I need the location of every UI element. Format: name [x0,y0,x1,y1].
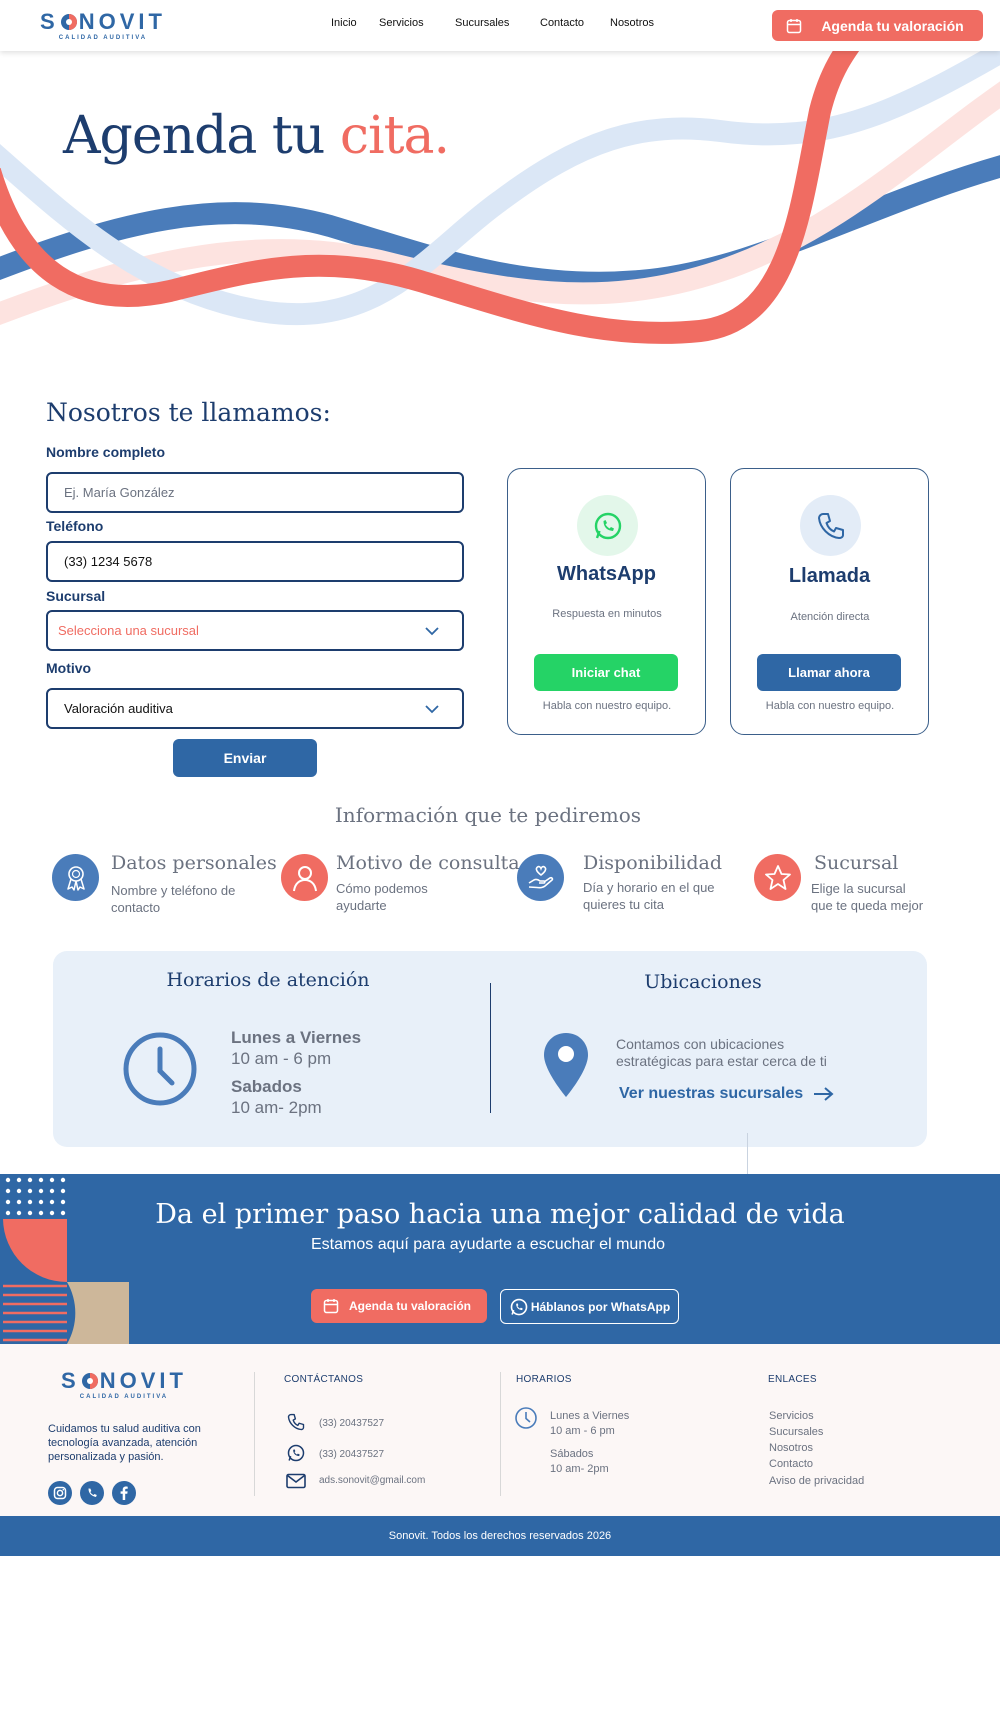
branch-select[interactable] [46,610,464,651]
facebook-icon[interactable] [112,1481,136,1505]
call-title: Llamada [788,565,871,587]
logo-letter: S [61,1368,80,1393]
banner-schedule-button[interactable] [311,1289,487,1323]
info-desc-personal: Nombre y teléfono de contacto [111,883,236,915]
info-heading: Información que te pediremos [334,803,642,827]
info-title-personal: Datos personales [111,852,277,874]
copyright-bar [0,1516,1000,1556]
hero [0,51,1000,381]
info-title-availability: Disponibilidad [583,852,723,874]
hours-saturday-time: 10 am- 2pm [231,1098,322,1117]
banner-schedule-label: Agenda tu valoración [348,1299,472,1313]
hours-heading: Horarios de atención [166,969,370,991]
phone-icon [286,1412,306,1432]
footer-whatsapp[interactable]: (33) 20437527 [319,1449,385,1460]
banner-title: Da el primer paso hacia una mejor calidad de vida [155,1199,845,1230]
logo-word: NOVIT [78,9,166,34]
user-icon-wrap [281,854,328,901]
send-button[interactable] [173,739,317,777]
footer-link-nosotros[interactable]: Nosotros [769,1442,814,1454]
phone-icon [815,510,847,542]
hero-waves [0,51,1000,381]
user-icon [290,863,320,893]
nav-sucursales[interactable]: Sucursales [455,17,510,29]
cta-banner [0,1174,1000,1344]
branch-value: Selecciona una sucursal [58,623,199,638]
call-foot: Habla con nuestro equipo. [765,700,895,712]
contact-heading: CONTÁCTANOS [284,1374,364,1385]
whatsapp-desc: Respuesta en minutos [552,608,662,620]
branch-label: Sucursal [46,588,106,604]
form-heading: Nosotros te llamamos: [46,398,331,427]
info-title-reason: Motivo de consulta [336,852,520,874]
nav-nosotros[interactable]: Nosotros [610,17,655,29]
logo-ear-icon [81,1371,99,1391]
hours-footer-heading: HORARIOS [516,1374,572,1385]
reason-select[interactable] [46,688,464,729]
whatsapp-icon[interactable] [80,1481,104,1505]
whatsapp-icon [592,510,624,542]
banner-subtitle: Estamos aquí para ayudarte a escuchar el mundo [311,1236,665,1253]
footer-logo[interactable] [61,1368,187,1400]
footer-divider-2 [500,1372,501,1496]
award-icon [61,863,91,893]
calendar-icon [786,18,802,34]
footer-hours-weekdays-time: 10 am - 6 pm [550,1425,615,1437]
hours-weekdays-time: 10 am - 6 pm [231,1049,332,1068]
locations-desc: Contamos con ubicaciones estratégicas para estar cerca de ti [616,1036,827,1069]
hero-title [63,106,449,166]
name-input[interactable] [46,472,464,513]
call-now-button[interactable] [757,654,901,691]
logo-word: NOVIT [99,1368,187,1393]
info-desc-reason: Cómo podemos ayudarte [336,881,428,913]
whatsapp-icon-wrap [577,495,638,556]
chevron-down-icon [424,623,440,639]
call-button-label: Llamar ahora [788,665,870,680]
arrow-right-icon [813,1086,835,1102]
clock-icon [514,1406,538,1430]
map-pin-icon [542,1031,590,1099]
nav-inicio[interactable]: Inicio [331,17,357,29]
clock-icon [122,1031,198,1107]
info-desc-availability: Día y horario en el que quieres tu cita [583,880,715,912]
header-cta-button[interactable] [772,10,983,41]
phone-input[interactable] [46,541,464,582]
mail-icon [286,1473,306,1489]
calendar-icon [323,1298,339,1314]
footer-link-servicios[interactable]: Servicios [769,1410,814,1422]
whatsapp-icon [509,1297,529,1317]
footer-hours-saturday-time: 10 am- 2pm [550,1463,609,1475]
footer-link-contacto[interactable]: Contacto [769,1458,814,1470]
footer-phone[interactable]: (33) 20437527 [319,1418,385,1429]
hero-title-accent: cita. [339,106,450,166]
star-icon-wrap [754,854,801,901]
nav-servicios[interactable]: Servicios [379,17,424,29]
hours-saturday: Sabados [231,1077,302,1096]
chevron-down-icon [424,701,440,717]
care-icon-wrap [517,854,564,901]
name-label: Nombre completo [46,444,166,460]
footer-link-privacy[interactable]: Aviso de privacidad [769,1475,865,1487]
phone-label: Teléfono [46,518,104,534]
reason-value: Valoración auditiva [64,701,173,716]
phone-value: (33) 1234 5678 [64,554,153,569]
locations-heading: Ubicaciones [644,971,762,993]
logo[interactable] [40,9,166,41]
instagram-icon[interactable] [48,1481,72,1505]
banner-whatsapp-button[interactable] [500,1289,679,1324]
panel-divider [490,983,491,1113]
whatsapp-icon [286,1443,306,1463]
decorative-line [747,1133,748,1174]
call-desc: Atención directa [790,611,870,623]
footer-hours-saturday: Sábados [550,1448,594,1460]
social-links [48,1481,136,1505]
call-card [730,468,929,735]
footer [0,1344,1000,1516]
reason-label: Motivo [46,660,92,676]
whatsapp-foot: Habla con nuestro equipo. [542,700,672,712]
footer-hours-weekdays: Lunes a Viernes [550,1410,630,1422]
logo-tagline: CALIDAD AUDITIVA [79,1394,169,1400]
logo-letter: S [40,9,59,34]
hand-heart-icon [526,863,556,893]
whatsapp-button-label: Iniciar chat [571,665,641,680]
award-icon-wrap [52,854,99,901]
footer-link-sucursales[interactable]: Sucursales [769,1426,824,1438]
footer-divider-1 [254,1372,255,1496]
links-heading: ENLACES [768,1374,817,1385]
copyright-text: Sonovit. Todos los derechos reservados 2026 [388,1530,612,1542]
whatsapp-title: WhatsApp [557,563,656,585]
info-title-branch: Sucursal [814,852,899,874]
banner-whatsapp-label: Háblanos por WhatsApp [530,1299,671,1314]
logo-ear-icon [60,12,78,32]
info-desc-branch: Elige la sucursal que te queda mejor [811,881,924,913]
name-placeholder: Ej. María González [64,485,175,500]
send-label: Enviar [223,750,267,766]
star-icon [763,863,793,893]
view-branches-label: Ver nuestras sucursales [619,1085,804,1102]
footer-email[interactable]: ads.sonovit@gmail.com [319,1475,426,1486]
logo-tagline: CALIDAD AUDITIVA [58,35,148,41]
header-cta-label: Agenda tu valoración [821,17,964,34]
hours-locations-panel [53,951,927,1147]
whatsapp-card [507,468,706,735]
whatsapp-chat-button[interactable] [534,654,678,691]
site-header [0,0,1000,51]
view-branches-link[interactable] [619,1085,835,1103]
footer-about: Cuidamos tu salud auditiva con tecnología avanzada, atención personalizada y pasión. [48,1423,201,1463]
hero-title-main: Agenda tu [63,106,340,166]
hours-weekdays: Lunes a Viernes [231,1028,362,1047]
nav-contacto[interactable]: Contacto [540,17,585,29]
phone-icon-wrap [800,495,861,556]
